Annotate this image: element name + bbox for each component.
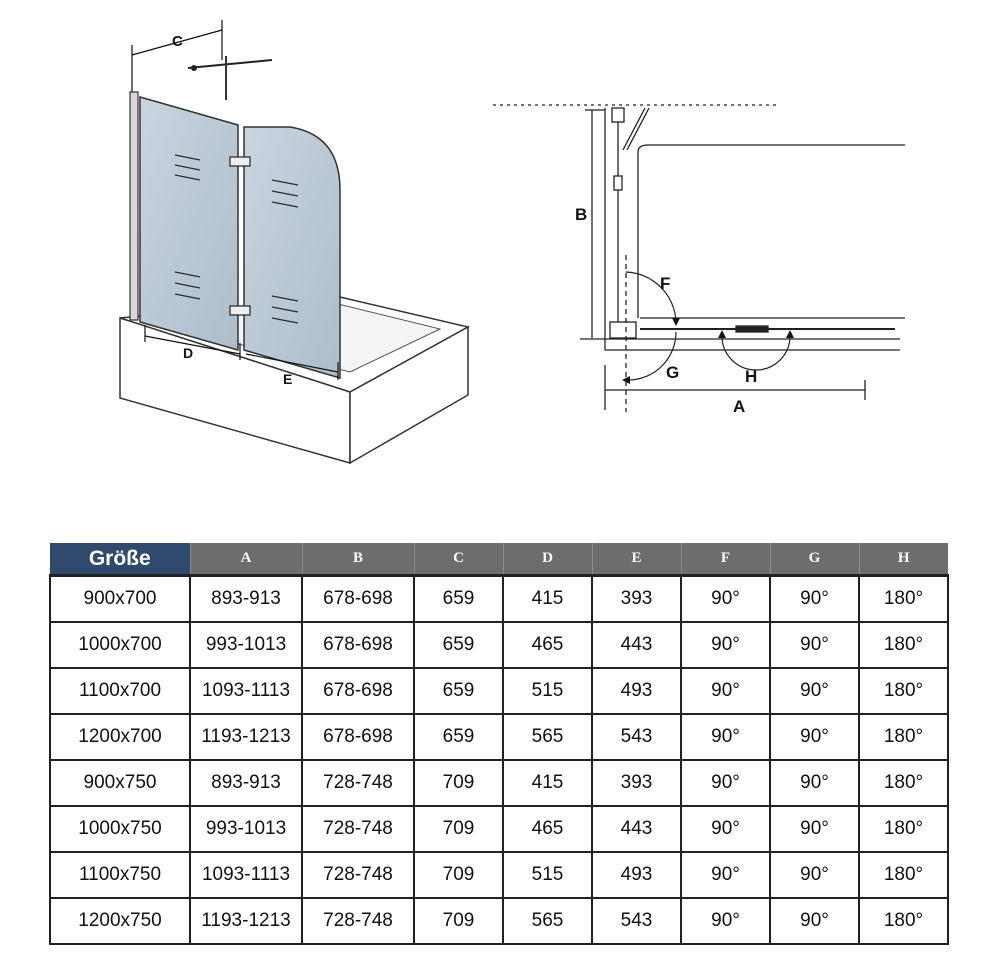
header-e: E [592,543,681,576]
table-cell: 415 [503,760,592,806]
wall-profile [130,92,138,320]
table-cell: 90° [681,714,770,760]
table-cell: 443 [592,622,681,668]
table-cell: 893-913 [190,760,302,806]
table-cell: 180° [859,760,948,806]
table-body [50,576,948,945]
label-c: C [172,33,183,50]
table-cell: 90° [681,576,770,623]
table-cell: 180° [859,622,948,668]
table-cell: 728-748 [302,898,414,944]
table-cell: 1093-1113 [190,852,302,898]
bathtub-3d-view [120,20,468,463]
hinge-bottom [230,306,250,315]
label-b: B [575,205,588,224]
dimension-c [132,20,222,92]
table-cell: 565 [503,714,592,760]
table-cell: 90° [681,852,770,898]
table-cell: 393 [592,576,681,623]
table-cell: 90° [681,760,770,806]
table-cell: 515 [503,852,592,898]
table-cell: 180° [859,806,948,852]
table-cell: 180° [859,852,948,898]
table-row [50,852,948,898]
table-cell: 1193-1213 [190,714,302,760]
table-cell: 993-1013 [190,806,302,852]
table-cell: 90° [681,806,770,852]
table-cell: 709 [414,806,503,852]
table-cell: 1100x700 [50,668,190,714]
header-b: B [302,543,414,576]
table-cell: 728-748 [302,760,414,806]
header-a: A [190,543,302,576]
table-cell: 1093-1113 [190,668,302,714]
hinge-top [230,157,250,166]
table-cell: 180° [859,898,948,944]
table-cell: 659 [414,576,503,623]
table-cell: 493 [592,852,681,898]
table-cell: 90° [770,714,859,760]
table-row [50,668,948,714]
table-cell: 493 [592,668,681,714]
table-cell: 1000x700 [50,622,190,668]
table-cell: 728-748 [302,852,414,898]
label-d: D [183,345,194,361]
table-cell: 90° [681,668,770,714]
table-cell: 900x750 [50,760,190,806]
table-cell: 543 [592,898,681,944]
table-cell: 678-698 [302,668,414,714]
table-row [50,760,948,806]
table-cell: 709 [414,898,503,944]
table-header-row [50,543,948,576]
table-cell: 1100x750 [50,852,190,898]
table-cell: 678-698 [302,714,414,760]
table-cell: 90° [770,806,859,852]
table-cell: 180° [859,576,948,623]
stabilizer-bar [188,60,272,68]
table-cell: 90° [770,576,859,623]
table-cell: 709 [414,852,503,898]
glass-panel-fixed [140,97,238,350]
glass-panel-folding [244,127,340,378]
table-cell: 465 [503,622,592,668]
table-cell: 728-748 [302,806,414,852]
label-a: A [733,397,746,416]
table-row [50,806,948,852]
table-cell: 465 [503,806,592,852]
table-cell: 90° [770,760,859,806]
table-row [50,898,948,944]
table-cell: 443 [592,806,681,852]
table-cell: 659 [414,622,503,668]
table-cell: 543 [592,714,681,760]
label-f: F [660,274,671,293]
table-cell: 1000x750 [50,806,190,852]
header-c: C [414,543,503,576]
table-cell: 993-1013 [190,622,302,668]
table-cell: 180° [859,668,948,714]
schematic-view [493,105,905,412]
angle-arc-h [722,336,790,370]
table-cell: 1193-1213 [190,898,302,944]
table-cell: 893-913 [190,576,302,623]
table-cell: 90° [681,622,770,668]
label-h: H [745,367,758,386]
table-cell: 180° [859,714,948,760]
label-g: G [666,363,680,382]
table-cell: 709 [414,760,503,806]
table-cell: 565 [503,898,592,944]
table-cell: 1200x750 [50,898,190,944]
table-row [50,622,948,668]
table-row [50,576,948,623]
table-cell: 90° [770,852,859,898]
table-cell: 659 [414,668,503,714]
table-cell: 90° [770,622,859,668]
label-e: E [283,371,293,387]
table-cell: 515 [503,668,592,714]
header-d: D [503,543,592,576]
table-cell: 90° [770,668,859,714]
table-cell: 90° [681,898,770,944]
table-row [50,714,948,760]
table-cell: 900x700 [50,576,190,623]
table-cell: 678-698 [302,622,414,668]
dimension-table [49,543,949,945]
table-cell: 678-698 [302,576,414,623]
table-cell: 1200x700 [50,714,190,760]
header-size: Größe [50,543,190,576]
table-cell: 415 [503,576,592,623]
header-h: H [859,543,948,576]
table-cell: 393 [592,760,681,806]
header-f: F [681,543,770,576]
table-cell: 90° [770,898,859,944]
header-g: G [770,543,859,576]
table-cell: 659 [414,714,503,760]
